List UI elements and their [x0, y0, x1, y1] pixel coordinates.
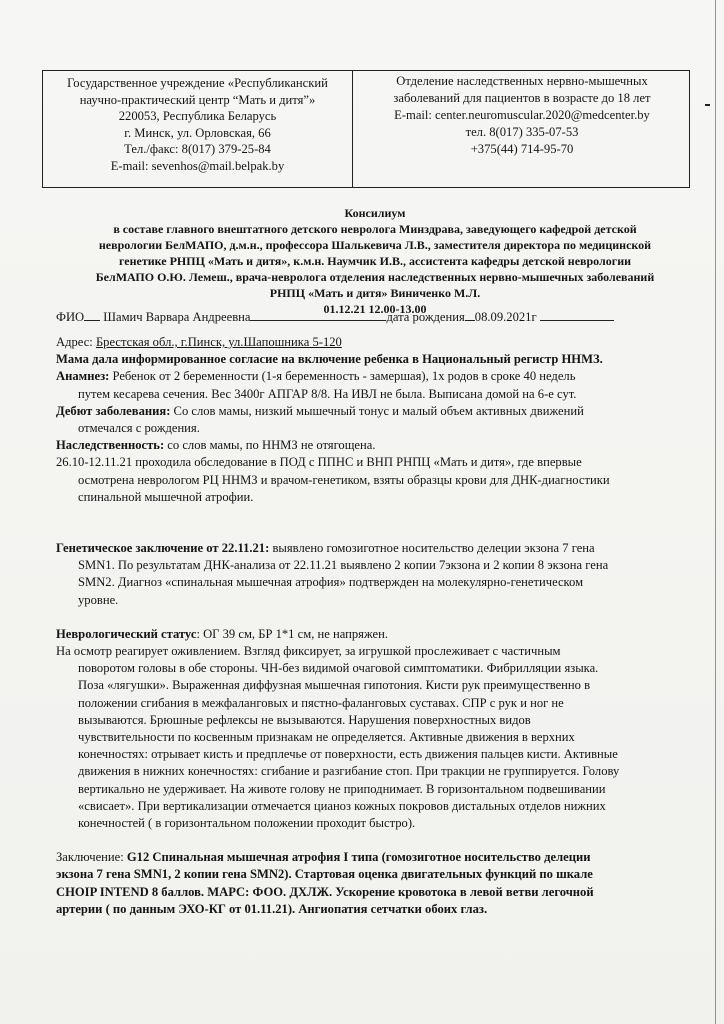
- genetic-label: Генетическое заключение от 22.11.21:: [56, 541, 270, 556]
- debut-text: Со слов мамы, низкий мышечный тонус и малый объем активных движений: [170, 403, 584, 418]
- conclusion-text: G12 Спинальная мышечная атрофия I типа (гомозиготное носительство делеции: [126, 850, 591, 865]
- address-row: [56, 334, 696, 351]
- fio-value: Шамич Варвара Андреевна: [103, 310, 251, 324]
- heredity-text: со слов мамы, по ННМЗ не отягощена.: [164, 438, 376, 453]
- heredity-line: [56, 437, 696, 454]
- anamnesis-label: Анамнез:: [56, 369, 110, 384]
- consilium-title: Консилиум: [344, 206, 406, 220]
- letterhead-line: научно-практический центр “Мать и дитя”»: [79, 92, 316, 107]
- neuro-status-text: : ОГ 39 см, БР 1*1 см, не напряжен.: [196, 626, 388, 641]
- anamnesis-line: [56, 368, 696, 385]
- heredity-label: Наследственность:: [56, 438, 165, 453]
- letterhead-line: г. Минск, ул. Орловская, 66: [124, 125, 271, 140]
- neuro-line: конечностей ( в горизонтальном положении проходит быстро).: [78, 816, 416, 831]
- underline: [250, 308, 386, 321]
- conclusion-line: экзона 7 гена SMN1, 2 копии гена SMN2). Стартовая оценка двигательных функций по шкале: [56, 867, 593, 882]
- genetic-line: [56, 540, 696, 557]
- neuro-line: положении сгибания в межфаланговых и пястно-фаланговых суставах. СПР с рук и ног не: [78, 695, 564, 710]
- consilium-heading: [30, 205, 720, 317]
- consilium-line: генетике РНПЦ «Мать и дитя», к.м.н. Наумчик И.В., ассистента кафедры детской неврологии: [118, 254, 632, 268]
- genetic-text: выявлено гомозиготное носительство делеции экзона 7 гена: [269, 541, 595, 556]
- exam-line: 26.10-12.11.21 проходила обследование в ПОД с ППНС и ВНП РНПЦ «Мать и дитя», где впервые: [56, 455, 582, 470]
- neuro-line: конечностях: отрывает кисть и предплечье от поверхности, есть движения пальцев кисти. Активные: [78, 747, 618, 762]
- letterhead-line: 220053, Республика Беларусь: [118, 109, 277, 124]
- letterhead-line: E-mail: center.neuromuscular.2020@medcenter.by: [394, 108, 650, 122]
- neuro-line: чувствительности по косвенным признакам не определяется. Активные движения в верхних: [78, 730, 575, 745]
- scan-edge-line: [715, 0, 716, 1024]
- anamnesis-text: Ребенок от 2 беременности (1-я беременность - замершая), 1х родов в сроке 40 недель: [109, 369, 576, 384]
- letterhead-line: Тел./факс: 8(017) 379-25-84: [124, 142, 271, 157]
- letterhead-line: тел. 8(017) 335-07-53: [465, 125, 579, 139]
- consilium-line: РНПЦ «Мать и дитя» Виниченко М.Л.: [269, 286, 481, 300]
- dob-label: дата рождения: [386, 310, 465, 324]
- exam-line: осмотрена неврологом РЦ ННМЗ и врачом-генетиком, взяты образцы крови для ДНК-диагностики: [78, 472, 610, 487]
- letterhead-table: [42, 70, 690, 188]
- consilium-line: неврологии БелМАПО, д.м.н., профессора Шалькевича Л.В., заместителя директора по медицинской: [98, 238, 652, 252]
- address-value: Брестская обл., г.Пинск, ул.Шапошника 5-120: [95, 335, 342, 349]
- consilium-line: в составе главного внештатного детского невролога Минздрава, заведующего кафедрой детской: [113, 222, 637, 236]
- document-body: [56, 334, 696, 918]
- conclusion-line: артерии ( по данным ЭХО-КГ от 01.11.21). Ангиопатия сетчатки обоих глаз.: [56, 901, 488, 916]
- debut-label: Дебют заболевания:: [56, 403, 171, 418]
- neuro-line: движения в нижних конечностях: сгибание и разгибание стоп. При тракции не группируется. Голову: [78, 764, 620, 779]
- neuro-line: Поза «лягушки». Выраженная диффузная мышечная гипотония. Кисти рук преимущественно в: [78, 678, 591, 693]
- fio-label: ФИО: [56, 310, 85, 324]
- conclusion-line: [56, 849, 696, 866]
- neuro-status-line: [56, 626, 696, 643]
- neuro-line: поворотом головы в обе стороны. ЧН-без видимой очаговой симптоматики. Фибрилляции языка.: [78, 661, 599, 676]
- neuro-line: На осмотр реагирует оживлением. Взгляд фиксирует, за игрушкой прослеживает с частичным: [56, 644, 561, 659]
- address-label: Адрес:: [56, 335, 93, 349]
- genetic-line: SMN2. Диагноз «спинальная мышечная атрофия» подтвержден на молекулярно-генетическом: [78, 575, 584, 590]
- genetic-line: SMN1. По результатам ДНК-анализа от 22.11.21 выявлено 2 копии 7экзона и 2 копии 8 экзона гена: [78, 558, 609, 573]
- underline: [540, 308, 614, 321]
- patient-name-row: [56, 308, 614, 325]
- genetic-line: уровне.: [78, 592, 119, 607]
- dob-value: 08.09.2021г: [474, 310, 537, 324]
- exam-line: спинальной мышечной атрофии.: [78, 489, 254, 504]
- letterhead-line: +375(44) 714-95-70: [470, 142, 574, 156]
- conclusion-label: Заключение:: [56, 850, 127, 865]
- underline: [84, 308, 100, 321]
- debut-line: [56, 403, 696, 420]
- letterhead-line: E-mail: sevenhos@mail.belpak.by: [110, 158, 285, 173]
- letterhead-institution: [43, 71, 353, 187]
- neuro-status-label: Неврологический статус: [56, 626, 197, 641]
- letterhead-line: Государственное учреждение «Республиканский: [67, 76, 328, 90]
- neuro-line: вызываются. Брюшные рефлексы не вызываются. Нарушения поверхностных видов: [78, 712, 531, 727]
- letterhead-department: [355, 71, 689, 189]
- debut-line: отмечался с рождения.: [78, 421, 200, 436]
- anamnesis-line: путем кесарева сечения. Вес 3400г АПГАР 8/8. На ИВЛ не была. Выписана домой на 6-е сут.: [78, 386, 577, 401]
- consilium-line: БелМАПО О.Ю. Лемеш., врача-невролога отделения наследственных нервно-мышечных заболеваний: [95, 270, 655, 284]
- conclusion-line: CHOIP INTEND 8 баллов. МАРС: ФОО. ДХЛЖ. Ускорение кровотока в левой ветви легочной: [56, 884, 594, 899]
- letterhead-line: заболеваний для пациентов в возрасте до 18 лет: [393, 91, 651, 105]
- neuro-line: вертикально не удерживает. На животе голову не приподнимает. В горизонтальном подвешивании: [78, 781, 606, 796]
- scan-mark: [705, 104, 710, 106]
- letterhead-line: Отделение наследственных нервно-мышечных: [396, 74, 648, 88]
- consent-line: Мама дала информированное согласие на включение ребенка в Национальный регистр ННМЗ.: [56, 352, 603, 367]
- neuro-line: «свисает». При вертикализации отмечается цианоз кожных покровов дистальных отделов нижних: [78, 798, 606, 813]
- consilium-datetime: 01.12.21 12.00-13.00: [323, 302, 427, 316]
- underline: [465, 308, 475, 321]
